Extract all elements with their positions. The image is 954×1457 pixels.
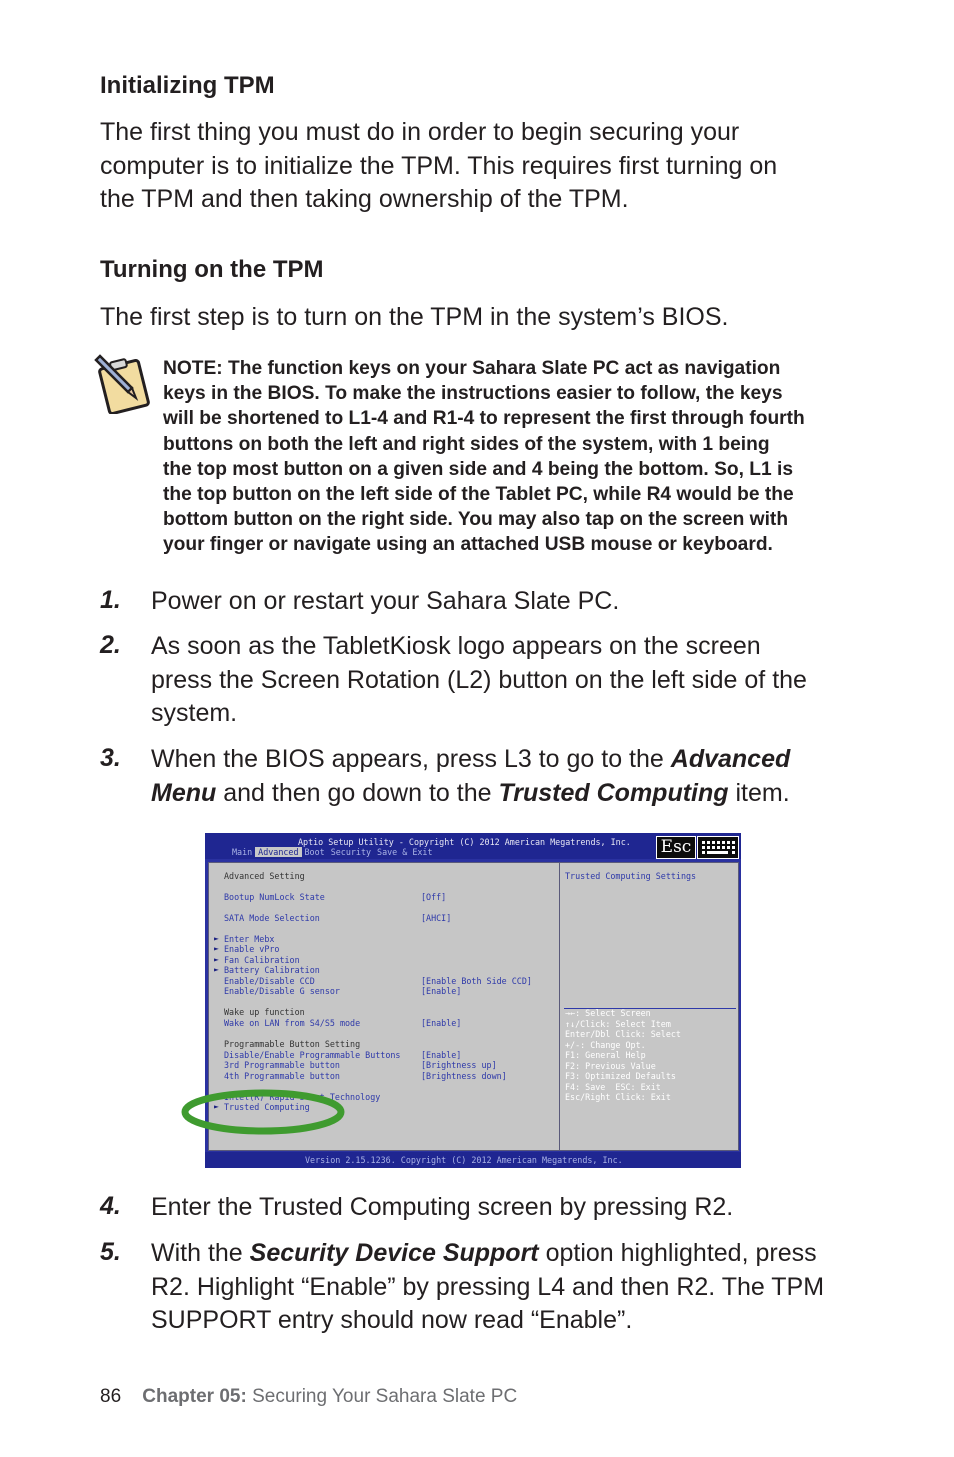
note-line: the top most button on a given side and 4 being the bottom. So, L1 is [163,458,794,480]
step-line [151,777,871,811]
step-text [151,1237,871,1338]
advanced-menu-emphasis: Menu [151,778,217,807]
bios-tab-boot[interactable]: Boot [304,847,325,857]
keyboard-icon[interactable] [697,836,739,859]
bios-tab-advanced[interactable]: Advanced [255,847,301,857]
step-fragment: With the [151,1239,250,1267]
bios-setting-prog-enable[interactable]: Disable/Enable Programmable Buttons [224,1050,401,1060]
bios-value[interactable]: [Enable] [421,1018,462,1028]
bios-help-title: Trusted Computing Settings [565,871,697,881]
note-label: NOTE: [163,358,223,379]
bios-submenu-trusted-computing[interactable]: Trusted Computing [224,1102,310,1112]
step-number: 5. [100,1238,121,1266]
bios-value[interactable]: [Brightness down] [421,1071,507,1081]
bios-footer [205,1152,741,1168]
note-line: the top button on the left side of the Tablet PC, while R4 would be the [163,484,794,506]
bios-setting-prog3[interactable]: 3rd Programmable button [224,1060,340,1070]
subsection-heading: Turning on the TPM [100,256,324,283]
bios-setting-sata[interactable]: SATA Mode Selection [224,913,320,923]
bios-help-line: F3: Optimized Defaults [565,1071,676,1081]
note-text: The function keys on your Sahara Slate PC act as navigation [228,358,781,379]
trusted-computing-emphasis: Trusted Computing [498,778,729,807]
bios-value[interactable]: [AHCI] [421,913,452,923]
bios-tab-save-exit[interactable]: Save & Exit [377,847,433,857]
highlight-ellipse [180,1087,350,1137]
step-number: 2. [100,631,121,659]
bios-help-line: F1: General Help [565,1050,646,1060]
submenu-arrow-icon: ► [214,1092,219,1101]
bios-value[interactable]: [Enable] [421,986,462,996]
step-line [151,1237,871,1271]
intro-line: The first thing you must do in order to begin securing your [100,118,740,146]
step-fragment: option highlighted, press [538,1239,817,1267]
bios-help-line: F4: Save ESC: Exit [565,1082,661,1092]
step-line [151,743,871,777]
bios-section-label: Advanced Setting [224,871,305,881]
note-line: bottom button on the right side. You may also tap on the screen with [163,509,789,531]
intro-line: the TPM and then taking ownership of the TPM. [100,185,629,213]
page-footer [100,1386,517,1408]
section-heading: Initializing TPM [100,72,275,99]
bios-value[interactable]: [Enable] [421,1050,462,1060]
note-line: keys in the BIOS. To make the instructions easier to follow, the keys [163,383,783,405]
bios-submenu-mebx[interactable]: Enter Mebx [224,934,275,944]
bios-version: Version 2.15.1236. Copyright (C) 2012 American Megatrends, Inc. [305,1155,623,1165]
bios-header [205,833,741,859]
bios-help-line: Enter/Dbl Click: Select [565,1029,681,1039]
intro-paragraph [100,116,900,217]
bios-help-line: Esc/Right Click: Exit [565,1092,671,1102]
subsection-paragraph: The first step is to turn on the TPM in the system’s BIOS. [100,303,729,331]
bios-submenu-rapid-start[interactable]: Intel(R) Rapid Start Technology [224,1092,381,1102]
submenu-arrow-icon: ► [214,965,219,974]
note-line [163,356,863,381]
step-number: 1. [100,586,121,614]
bios-section-label: Wake up function [224,1007,305,1017]
bios-tab-security[interactable]: Security [330,847,372,857]
step-line: R2. Highlight “Enable” by pressing L4 and then R2. The TPM [151,1272,825,1301]
submenu-arrow-icon: ► [214,955,219,964]
bios-setting-gsensor[interactable]: Enable/Disable G sensor [224,986,340,996]
note-clipboard-icon [92,352,154,414]
bios-tab-main[interactable]: Main [232,847,253,857]
step-fragment: and then go down to the [216,778,499,807]
security-device-support-emphasis: Security Device Support [249,1239,539,1267]
note-line: will be shortened to L1-4 and R1-4 to represent the first through fourth [163,408,805,430]
step-number: 3. [100,744,121,772]
step-text: Enter the Trusted Computing screen by pressing R2. [151,1193,734,1221]
step-line: system. [151,699,238,727]
step-line: SUPPORT entry should now read “Enable”. [151,1306,633,1334]
esc-key-icon[interactable]: Esc [656,836,696,859]
step-fragment: When the BIOS appears, press L3 to go to the [151,745,671,773]
bios-setting-wol[interactable]: Wake on LAN from S4/S5 mode [224,1018,361,1028]
bios-help-line: ↑↓/Click: Select Item [565,1019,671,1029]
bios-section-label: Programmable Button Setting [224,1039,361,1049]
bios-value[interactable]: [Brightness up] [421,1060,497,1070]
step-line: As soon as the TabletKiosk logo appears on the screen [151,632,761,660]
bios-submenu-vpro[interactable]: Enable vPro [224,944,280,954]
chapter-label: Chapter 05: [142,1386,247,1407]
step-line: press the Screen Rotation (L2) button on the left side of the [151,665,807,694]
bios-setting-numlock[interactable]: Bootup NumLock State [224,892,325,902]
note-block [163,356,863,558]
bios-setting-prog4[interactable]: 4th Programmable button [224,1071,340,1081]
bios-value[interactable]: [Off] [421,892,447,902]
bios-help-line: +/-: Change Opt. [565,1040,646,1050]
page-number: 86 [100,1386,122,1407]
intro-line: computer is to initialize the TPM. This requires first turning on [100,151,778,180]
bios-help-panel [559,862,739,1151]
bios-help-line: →←: Select Screen [565,1008,651,1018]
bios-value[interactable]: [Enable Both Side CCD] [421,976,532,986]
submenu-arrow-icon: ► [214,934,219,943]
bios-help-line: F2: Previous Value [565,1061,656,1071]
bios-tabs [229,847,436,857]
submenu-arrow-icon: ► [214,1102,219,1111]
step-number: 4. [100,1192,121,1220]
note-line: buttons on both the left and right sides of the system, with 1 being [163,433,770,455]
submenu-arrow-icon: ► [214,944,219,953]
bios-setting-ccd[interactable]: Enable/Disable CCD [224,976,315,986]
bios-submenu-fan[interactable]: Fan Calibration [224,955,300,965]
note-line: your finger or navigate using an attached USB mouse or keyboard. [163,534,773,556]
advanced-menu-emphasis: Advanced [670,745,791,773]
chapter-title: Securing Your Sahara Slate PC [246,1386,518,1407]
bios-submenu-battery[interactable]: Battery Calibration [224,965,320,975]
step-text [151,743,871,810]
bios-title: Aptio Setup Utility - Copyright (C) 2012 American Megatrends, Inc. [298,837,631,847]
step-text: Power on or restart your Sahara Slate PC. [151,587,620,615]
step-fragment: item. [728,778,790,807]
step-text [151,630,871,731]
